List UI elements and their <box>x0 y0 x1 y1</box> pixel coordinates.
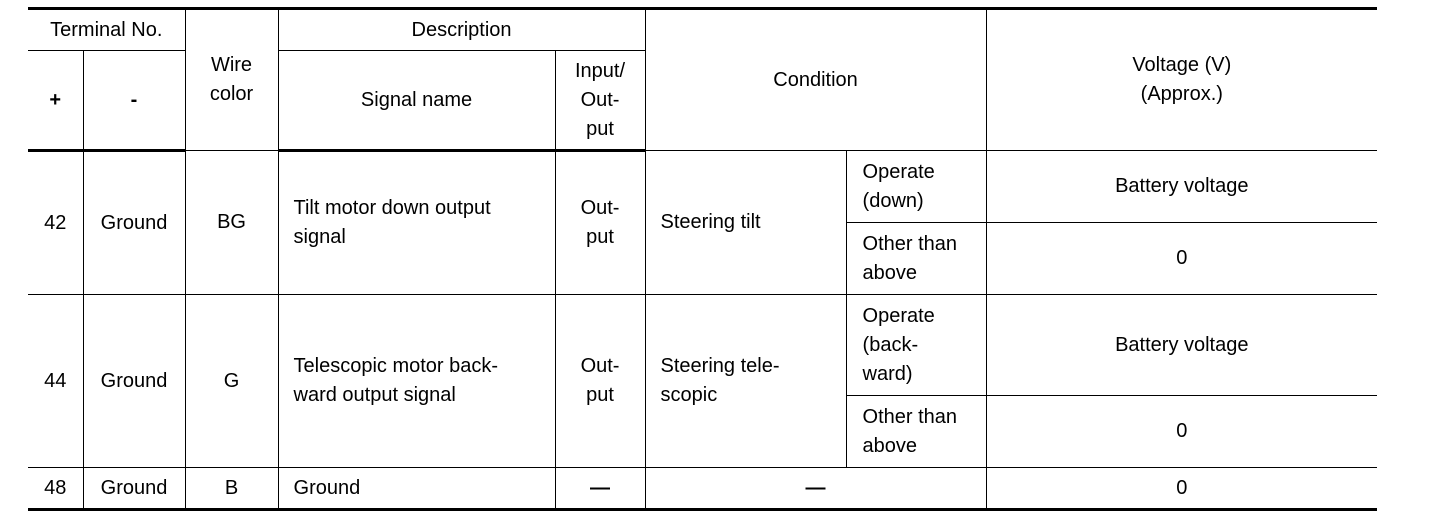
terminal-minus: Ground <box>83 468 185 510</box>
header-terminal-no: Terminal No. <box>28 9 185 51</box>
condition-state: Other than above <box>846 223 986 295</box>
condition: Steering tele- scopic <box>645 295 846 468</box>
signal-name: Telescopic motor back- ward output signal <box>278 295 555 468</box>
terminal-minus: Ground <box>83 151 185 295</box>
input-output: Out- put <box>555 151 645 295</box>
header-signal-name: Signal name <box>278 51 555 151</box>
wire-color: BG <box>185 151 278 295</box>
table-row <box>28 295 1377 396</box>
table-row <box>28 468 1377 510</box>
condition-state: Other than above <box>846 396 986 468</box>
condition-state: Operate (back- ward) <box>846 295 986 396</box>
terminal-plus: 42 <box>28 151 83 295</box>
header-wire-color: Wire color <box>185 9 278 151</box>
wire-color: G <box>185 295 278 468</box>
voltage: 0 <box>986 468 1377 510</box>
header-description: Description <box>278 9 645 51</box>
voltage: 0 <box>986 223 1377 295</box>
condition-state: Operate (down) <box>846 151 986 223</box>
header-minus: - <box>83 51 185 151</box>
terminal-minus: Ground <box>83 295 185 468</box>
header-condition: Condition <box>645 9 986 151</box>
table-row <box>28 151 1377 223</box>
header-input-output: Input/ Out- put <box>555 51 645 151</box>
input-output: Out- put <box>555 295 645 468</box>
voltage: Battery voltage <box>986 151 1377 223</box>
condition: Steering tilt <box>645 151 846 295</box>
input-output: — <box>555 468 645 510</box>
header-plus: + <box>28 51 83 151</box>
terminal-plus: 44 <box>28 295 83 468</box>
voltage: Battery voltage <box>986 295 1377 396</box>
terminal-plus: 48 <box>28 468 83 510</box>
condition: — <box>645 468 986 510</box>
signal-name: Ground <box>278 468 555 510</box>
signal-name: Tilt motor down output signal <box>278 151 555 295</box>
header-voltage: Voltage (V) (Approx.) <box>986 9 1377 151</box>
terminal-table <box>28 7 1377 511</box>
voltage: 0 <box>986 396 1377 468</box>
wire-color: B <box>185 468 278 510</box>
